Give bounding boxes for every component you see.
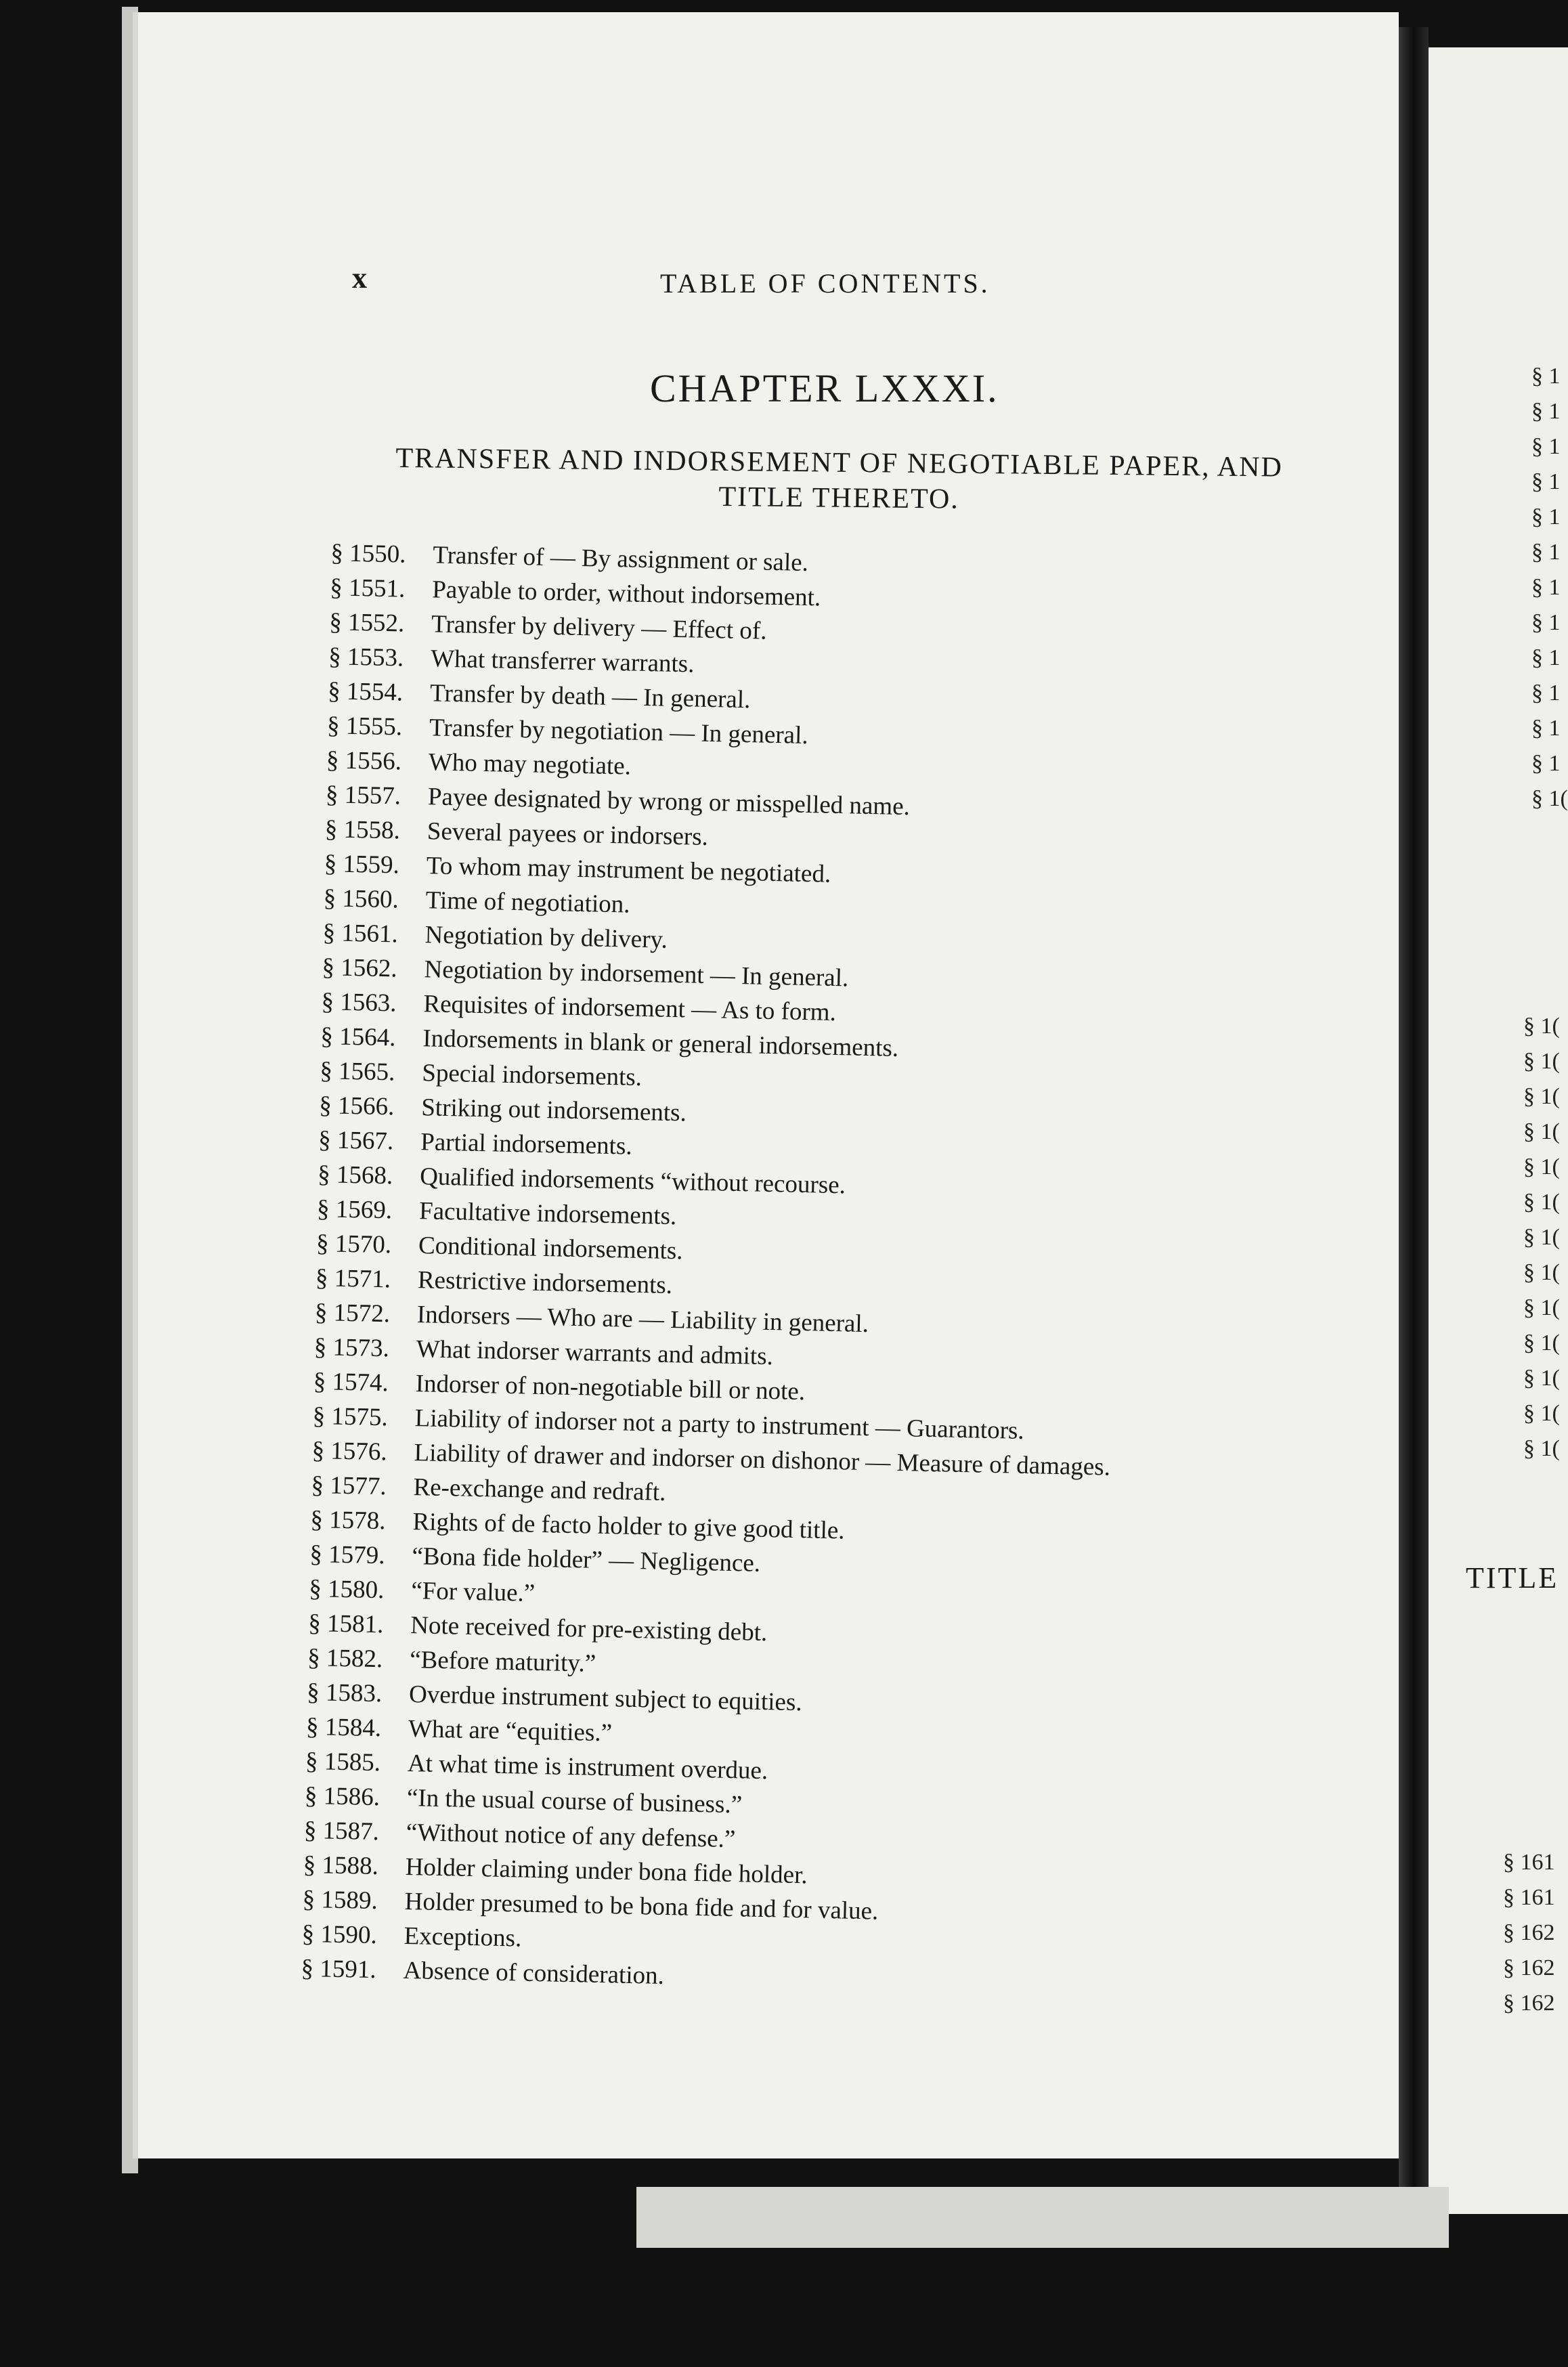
section-number: § 1588. — [303, 1850, 379, 1881]
chapter-subtitle — [338, 440, 1341, 521]
section-number: § 1556. — [326, 746, 402, 776]
section-title: Liability of indorser not a party to instrument — Guarantors. — [414, 1404, 1025, 1445]
facing-section-mark: § 1( — [1523, 1330, 1560, 1355]
section-number: § 1562. — [322, 953, 398, 983]
section-number: § 1569. — [316, 1195, 393, 1225]
section-title: Re-exchange and redraft. — [413, 1473, 666, 1506]
section-title: Indorsers — Who are — Liability in general. — [416, 1301, 869, 1339]
section-title: At what time is instrument overdue. — [407, 1750, 768, 1785]
section-title: Liability of drawer and indorser on dishonor — Measure of damages. — [414, 1439, 1111, 1481]
section-number: § 1568. — [317, 1160, 393, 1190]
facing-section-mark: § 1 — [1531, 575, 1561, 600]
section-number: § 1573. — [313, 1332, 390, 1363]
section-number: § 1591. — [301, 1954, 377, 1984]
running-title: TABLE OF CONTENTS. — [660, 268, 990, 299]
page-marker: x — [352, 261, 368, 295]
section-title: Indorser of non-negotiable bill or note. — [415, 1370, 806, 1406]
section-number: § 1551. — [329, 573, 406, 603]
facing-section-mark: § 1( — [1531, 786, 1568, 811]
section-number: § 1587. — [303, 1816, 380, 1846]
section-number: § 1575. — [312, 1402, 389, 1432]
facing-page-marks-a — [1531, 359, 1568, 817]
section-number: § 1583. — [306, 1678, 383, 1708]
facing-section-mark: § 1( — [1523, 1119, 1560, 1144]
section-title: Negotiation by delivery. — [424, 921, 668, 954]
section-title: Transfer of — By assignment or sale. — [432, 541, 809, 578]
section-number: § 1570. — [315, 1230, 392, 1259]
section-number: § 1550. — [330, 539, 406, 569]
section-title: Who may negotiate. — [428, 748, 632, 781]
section-title: Striking out indorsements. — [420, 1093, 687, 1127]
facing-section-mark: § 1 — [1531, 751, 1561, 776]
section-title: Transfer by delivery — Effect of. — [431, 610, 767, 645]
section-number: § 1566. — [318, 1091, 395, 1121]
facing-section-mark: § 1( — [1523, 1366, 1560, 1391]
section-number: § 1554. — [327, 677, 404, 707]
section-title: To whom may instrument be negotiated. — [426, 852, 831, 888]
facing-section-mark: § 1( — [1523, 1295, 1560, 1320]
section-number: § 1581. — [307, 1609, 384, 1639]
section-number: § 1561. — [322, 919, 399, 949]
facing-section-mark: § 1 — [1531, 399, 1561, 424]
section-number: § 1576. — [311, 1436, 388, 1467]
section-number: § 1590. — [301, 1919, 378, 1950]
facing-section-mark: § 1 — [1531, 504, 1561, 529]
section-title: Payee designated by wrong or misspelled name. — [427, 783, 911, 821]
section-title: “For value.” — [410, 1577, 536, 1607]
section-number: § 1578. — [310, 1505, 386, 1536]
facing-section-mark: § 1 — [1531, 716, 1561, 741]
facing-section-mark: § 1 — [1531, 680, 1561, 705]
section-number: § 1582. — [307, 1643, 383, 1674]
section-number: § 1584. — [305, 1712, 382, 1743]
section-title: Rights of de facto holder to give good title. — [412, 1508, 845, 1545]
section-number: § 1567. — [318, 1126, 394, 1156]
facing-section-mark: § 1( — [1523, 1225, 1560, 1250]
section-number: § 1557. — [325, 781, 401, 810]
facing-section-mark: § 1( — [1523, 1190, 1560, 1215]
section-title: Transfer by death — In general. — [429, 679, 751, 714]
section-number: § 1553. — [328, 643, 404, 672]
contents-list — [261, 535, 1347, 2007]
section-number: § 1585. — [305, 1747, 381, 1777]
facing-section-mark: § 1 — [1531, 364, 1561, 389]
section-number: § 1580. — [308, 1574, 385, 1605]
facing-section-mark: § 1( — [1523, 1154, 1560, 1179]
section-number: § 1574. — [313, 1367, 389, 1397]
section-title: Conditional indorsements. — [418, 1232, 683, 1265]
bottom-strip — [636, 2187, 1449, 2248]
section-number: § 1555. — [326, 712, 403, 741]
section-title: What transferrer warrants. — [430, 645, 695, 678]
facing-section-mark: § 1 — [1531, 610, 1561, 635]
facing-page-title: TITLE — [1466, 1561, 1559, 1594]
section-number: § 1552. — [328, 608, 405, 638]
section-number: § 1572. — [314, 1298, 391, 1328]
facing-section-mark: § 1( — [1523, 1260, 1560, 1285]
facing-section-mark: § 162 — [1503, 1955, 1555, 1980]
facing-section-mark: § 162 — [1503, 1920, 1555, 1945]
section-title: “Before maturity.” — [409, 1646, 596, 1678]
facing-section-mark: § 161 — [1503, 1850, 1555, 1875]
section-title: “Bona fide holder” — Negligence. — [412, 1542, 761, 1578]
facing-section-mark: § 1 — [1531, 645, 1561, 670]
section-title: Negotiation by indorsement — In general. — [424, 955, 849, 993]
section-title: What are “equities.” — [408, 1715, 613, 1747]
facing-section-mark: § 162 — [1503, 1991, 1555, 2016]
facing-section-mark: § 1( — [1523, 1084, 1560, 1109]
section-number: § 1563. — [321, 988, 397, 1018]
section-title: “Without notice of any defense.” — [406, 1818, 736, 1854]
section-title: What indorser warrants and admits. — [416, 1335, 774, 1371]
section-title: Facultative indorsements. — [418, 1197, 677, 1231]
section-title: Holder presumed to be bona fide and for value. — [404, 1887, 879, 1926]
facing-page-marks-b — [1523, 1009, 1560, 1467]
section-title: Time of negotiation. — [425, 886, 630, 919]
facing-page-marks-c — [1503, 1845, 1555, 2021]
subtitle-line-1: TRANSFER AND INDORSEMENT OF NEGOTIABLE PAPER, AND — [395, 442, 1284, 483]
section-title: Note received for pre-existing debt. — [410, 1611, 768, 1647]
section-title: Partial indorsements. — [420, 1128, 633, 1160]
section-number: § 1560. — [323, 884, 399, 914]
section-title: Several payees or indorsers. — [427, 817, 709, 851]
section-number: § 1558. — [324, 815, 401, 845]
section-number: § 1579. — [309, 1540, 385, 1570]
facing-section-mark: § 1( — [1523, 1436, 1560, 1461]
facing-section-mark: § 1( — [1523, 1049, 1560, 1074]
section-number: § 1577. — [311, 1471, 387, 1501]
section-title: Exceptions. — [404, 1921, 522, 1953]
gutter-shadow — [1399, 27, 1429, 2194]
subtitle-line-2: TITLE THERETO. — [718, 481, 960, 515]
section-number: § 1559. — [324, 850, 400, 880]
facing-section-mark: § 1 — [1531, 469, 1561, 494]
chapter-heading: CHAPTER LXXXI. — [650, 366, 999, 410]
section-number: § 1589. — [302, 1885, 378, 1915]
facing-section-mark: § 161 — [1503, 1885, 1555, 1910]
facing-section-mark: § 1 — [1531, 540, 1561, 565]
section-number: § 1565. — [320, 1057, 395, 1087]
section-title: Qualified indorsements “without recourse. — [419, 1163, 846, 1200]
section-title: Requisites of indorsement — As to form. — [423, 990, 837, 1027]
section-title: Absence of consideration. — [403, 1956, 665, 1990]
section-title: Holder claiming under bona fide holder. — [405, 1852, 808, 1890]
facing-section-mark: § 1 — [1531, 434, 1561, 459]
section-title: “In the usual course of business.” — [406, 1783, 743, 1819]
section-title: Indorsements in blank or general indorsements. — [422, 1024, 899, 1062]
section-number: § 1586. — [304, 1781, 380, 1812]
facing-section-mark: § 1( — [1523, 1014, 1560, 1039]
section-title: Overdue instrument subject to equities. — [408, 1680, 803, 1717]
section-title: Payable to order, without indorsement. — [431, 576, 821, 612]
section-number: § 1571. — [315, 1263, 391, 1294]
section-title: Transfer by negotiation — In general. — [429, 714, 809, 750]
section-title: Restrictive indorsements. — [417, 1266, 673, 1300]
section-title: Special indorsements. — [421, 1059, 643, 1092]
facing-section-mark: § 1( — [1523, 1401, 1560, 1426]
section-number: § 1564. — [320, 1022, 396, 1052]
